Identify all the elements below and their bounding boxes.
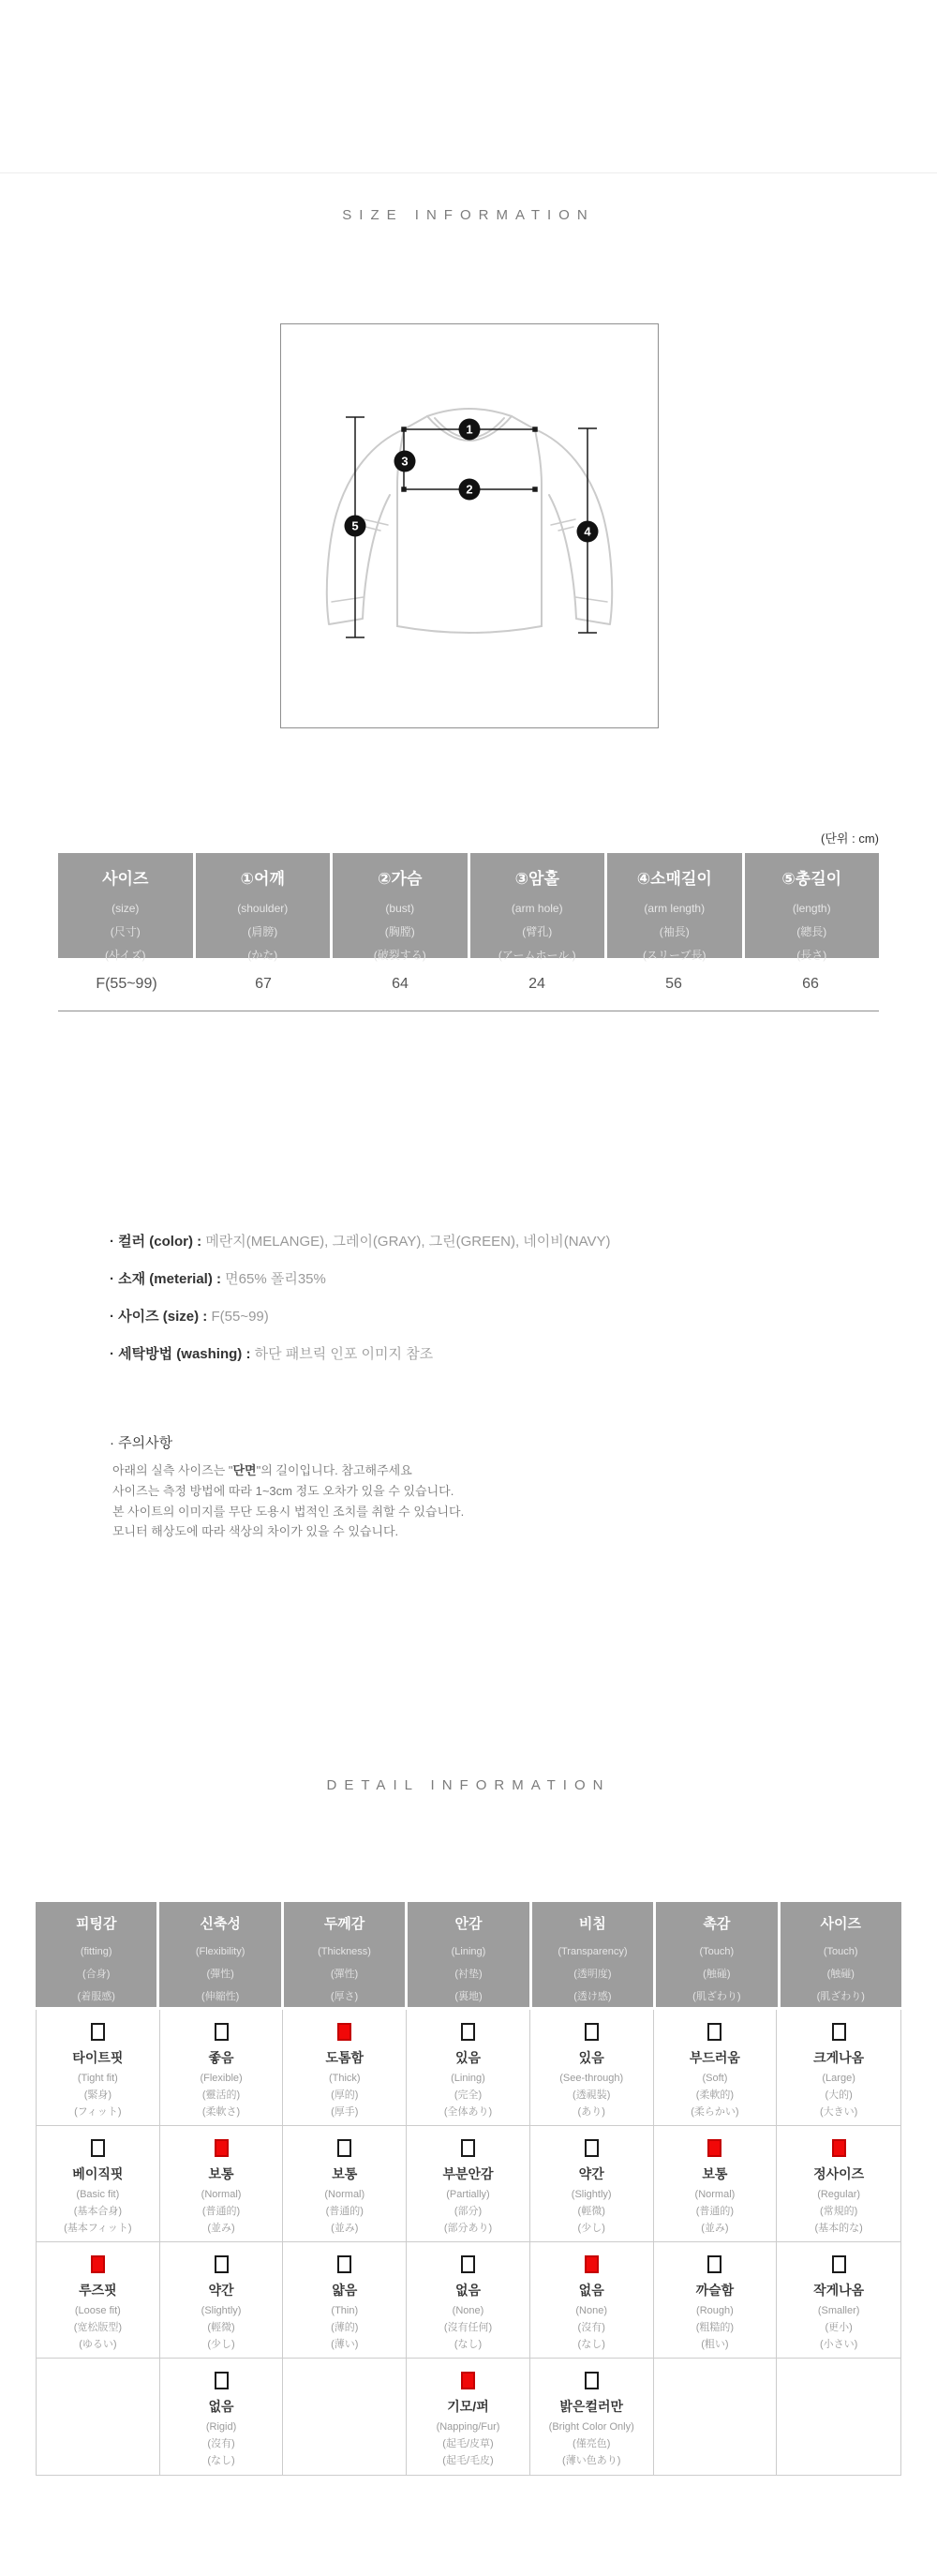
size-header-ko: ②가슴	[378, 870, 423, 888]
checkbox-icon	[215, 2255, 229, 2273]
size-header-ja: (長さ)	[796, 949, 827, 962]
checkbox-icon	[215, 2372, 229, 2389]
detail-option-ja: (基本フィット)	[64, 2223, 132, 2234]
detail-header-ja: (伸縮性)	[201, 1991, 240, 2002]
detail-option-en: (Normal)	[694, 2189, 736, 2200]
detail-cell-r4-c5	[530, 2359, 654, 2475]
detail-cell-r1-c6	[654, 2010, 778, 2126]
detail-option-ko: 있음	[454, 2050, 482, 2065]
detail-header-col-2	[159, 1902, 280, 2007]
detail-option-ko: 약간	[578, 2166, 604, 2181]
detail-option-ko: 루즈핏	[79, 2283, 117, 2298]
detail-option-en: (None)	[575, 2305, 608, 2316]
detail-cell-r2-c6	[654, 2126, 778, 2242]
size-header-zh: (胸膛)	[384, 925, 415, 938]
detail-cell-r3-c4	[407, 2242, 530, 2359]
detail-option-zh: (厚的)	[331, 2089, 359, 2101]
detail-header-ja: (裏地)	[454, 1991, 483, 2002]
detail-header-en: (Lining)	[451, 1946, 486, 1957]
detail-cell-r3-c3	[283, 2242, 407, 2359]
notice-line-1-bold: 단면	[232, 1463, 257, 1477]
detail-header-ko: 두께감	[323, 1916, 365, 1932]
checkbox-checked-icon	[585, 2255, 599, 2273]
checkbox-icon	[832, 2255, 846, 2273]
checkbox-icon	[461, 2255, 475, 2273]
detail-cell-r4-c2	[160, 2359, 284, 2475]
checkbox-icon	[832, 2023, 846, 2041]
detail-option-en: (Tight fit)	[77, 2073, 118, 2084]
detail-option-ko: 기모/퍼	[447, 2399, 489, 2414]
detail-cell-r4-c1	[37, 2359, 160, 2475]
detail-option-zh: (緊身)	[83, 2089, 112, 2101]
product-info-list	[110, 1231, 611, 1381]
detail-option-en: (Thick)	[328, 2073, 361, 2084]
detail-cell-r2-c7	[777, 2126, 900, 2242]
notice-line-4: 모니터 해상도에 따라 색상의 차이가 있을 수 있습니다.	[112, 1524, 399, 1538]
detail-header-col-7	[781, 1902, 901, 2007]
detail-option-zh: (沒有)	[207, 2438, 235, 2449]
size-table	[58, 853, 879, 1011]
detail-option-en: (Loose fit)	[74, 2305, 121, 2316]
detail-option-ja: (薄い)	[331, 2339, 359, 2350]
detail-option-zh: (沒有)	[577, 2322, 605, 2333]
detail-table-body	[36, 2010, 901, 2476]
detail-cell-r4-c3	[283, 2359, 407, 2475]
detail-option-zh: (完全)	[454, 2089, 483, 2101]
detail-option-zh: (柔軟的)	[695, 2089, 735, 2101]
detail-cell-r2-c5	[530, 2126, 654, 2242]
info-item-2	[110, 1268, 611, 1306]
detail-header-ja: (着服感)	[77, 1991, 115, 2002]
detail-option-en: (Normal)	[324, 2189, 365, 2200]
detail-option-zh: (大的)	[825, 2089, 853, 2101]
detail-option-ko: 부드러움	[689, 2050, 740, 2065]
detail-option-zh: (透視裝)	[573, 2089, 611, 2101]
detail-option-ko: 얇음	[332, 2283, 358, 2298]
detail-cell-r3-c6	[654, 2242, 778, 2359]
size-header-zh: (臂孔)	[522, 925, 553, 938]
detail-cell-r3-c5	[530, 2242, 654, 2359]
size-information-title: SIZE INFORMATION	[342, 207, 595, 223]
detail-option-ko: 약간	[208, 2283, 234, 2298]
detail-table-header	[36, 1902, 901, 2007]
info-label: · 컬러 (color) :	[110, 1234, 202, 1250]
detail-cell-r1-c7	[777, 2010, 900, 2126]
detail-header-col-3	[284, 1902, 405, 2007]
detail-cell-r3-c2	[160, 2242, 284, 2359]
detail-option-zh: (普通的)	[695, 2206, 735, 2217]
size-header-col-6	[745, 853, 880, 962]
detail-option-ja: (並み)	[207, 2223, 235, 2234]
notice-line-1	[112, 1460, 412, 1478]
detail-cell-r2-c1	[37, 2126, 160, 2242]
size-header-ko: ③암홀	[514, 870, 559, 888]
detail-option-ja: (柔軟さ)	[201, 2106, 241, 2118]
detail-header-ko: 안감	[454, 1916, 483, 1932]
detail-header-en: (Touch)	[823, 1946, 858, 1957]
size-table-header	[58, 853, 879, 962]
size-value-4: 24	[528, 976, 545, 992]
detail-option-zh: (粗糙的)	[695, 2322, 735, 2333]
checkbox-icon	[585, 2139, 599, 2157]
checkbox-checked-icon	[337, 2023, 351, 2041]
detail-option-ko: 작게나옴	[813, 2283, 865, 2298]
detail-option-en: (Slightly)	[571, 2189, 612, 2200]
size-header-en: (arm hole)	[511, 902, 563, 915]
detail-header-ja: (肌ざわり)	[692, 1991, 741, 2002]
detail-option-ko: 좋음	[208, 2050, 234, 2065]
checkbox-icon	[215, 2023, 229, 2041]
detail-option-zh: (靈活的)	[201, 2089, 241, 2101]
detail-option-ko: 보통	[702, 2166, 728, 2181]
size-header-ko: ④소매길이	[636, 870, 712, 888]
detail-option-ko: 보통	[332, 2166, 358, 2181]
size-header-ja: (アームホール.)	[498, 949, 576, 962]
size-value-5: 56	[665, 976, 682, 992]
detail-option-ko: 부분안감	[442, 2166, 494, 2181]
detail-header-ko: 촉감	[703, 1916, 731, 1932]
detail-option-ja: (柔らかい)	[691, 2106, 739, 2118]
detail-option-ja: (フィット)	[74, 2106, 122, 2118]
detail-option-ja: (少し)	[577, 2223, 605, 2234]
checkbox-icon	[585, 2372, 599, 2389]
detail-cell-r1-c5	[530, 2010, 654, 2126]
size-header-zh: (袖長)	[659, 925, 690, 938]
detail-option-en: (Soft)	[702, 2073, 728, 2084]
detail-option-en: (Flexible)	[200, 2073, 243, 2084]
detail-option-ko: 보통	[208, 2166, 234, 2181]
detail-cell-r2-c3	[283, 2126, 407, 2242]
detail-header-col-1	[36, 1902, 156, 2007]
detail-option-zh: (僅亮色)	[573, 2438, 611, 2449]
detail-header-ja: (肌ざわり)	[816, 1991, 865, 2002]
detail-cell-r1-c1	[37, 2010, 160, 2126]
detail-option-zh: (更小)	[825, 2322, 853, 2333]
detail-option-en: (Slightly)	[201, 2305, 242, 2316]
detail-option-zh: (輕微)	[207, 2322, 235, 2333]
detail-option-ko: 베이직핏	[72, 2166, 124, 2181]
detail-option-ko: 정사이즈	[813, 2166, 865, 2181]
info-value: F(55~99)	[211, 1309, 269, 1325]
detail-cell-r1-c4	[407, 2010, 530, 2126]
checkbox-checked-icon	[707, 2139, 721, 2157]
detail-option-ja: (部分あり)	[443, 2223, 493, 2234]
marker-2-badge: 2	[466, 482, 473, 497]
detail-header-en: (Flexibility)	[195, 1946, 245, 1957]
detail-cell-r2-c2	[160, 2126, 284, 2242]
size-header-ja: (かた)	[247, 949, 278, 962]
size-header-ja: (破裂する)	[373, 949, 426, 962]
size-header-ja: (スリーブ長)	[643, 949, 706, 962]
info-value: 면65% 폴리35%	[225, 1271, 326, 1287]
detail-option-zh: (普通的)	[325, 2206, 364, 2217]
detail-header-en: (Touch)	[699, 1946, 735, 1957]
detail-cell-r3-c7	[777, 2242, 900, 2359]
detail-header-zh: (衬垫)	[454, 1969, 483, 1980]
checkbox-icon	[707, 2255, 721, 2273]
size-header-en: (arm length)	[644, 902, 706, 915]
detail-option-zh: (起毛/皮草)	[442, 2438, 494, 2449]
size-header-en: (length)	[792, 902, 831, 915]
detail-option-ja: (並み)	[701, 2223, 729, 2234]
detail-header-col-5	[532, 1902, 653, 2007]
detail-cell-r3-c1	[37, 2242, 160, 2359]
detail-option-ko: 도톰함	[325, 2050, 364, 2065]
detail-option-zh: (宽松版型)	[73, 2322, 123, 2333]
detail-option-en: (Partially)	[446, 2189, 490, 2200]
detail-option-en: (Basic fit)	[76, 2189, 120, 2200]
detail-header-zh: (彈性)	[330, 1969, 359, 1980]
checkbox-checked-icon	[461, 2372, 475, 2389]
detail-option-ja: (少し)	[207, 2339, 235, 2350]
size-header-ja: (사イズ)	[105, 949, 146, 962]
detail-option-en: (Normal)	[201, 2189, 242, 2200]
checkbox-checked-icon	[215, 2139, 229, 2157]
info-label: · 세탁방법 (washing) :	[110, 1346, 251, 1362]
detail-header-col-4	[408, 1902, 528, 2007]
unit-label: (단위 : cm)	[821, 831, 879, 846]
detail-option-ko: 까슬함	[695, 2283, 735, 2298]
shirt-diagram-svg	[281, 324, 658, 727]
size-header-col-1	[58, 853, 193, 962]
size-value-2: 67	[255, 976, 272, 992]
marker-4-badge: 4	[584, 524, 591, 539]
detail-option-ko: 밝은컬러만	[559, 2399, 624, 2414]
detail-option-zh: (普通的)	[201, 2206, 241, 2217]
shirt-outline	[327, 409, 612, 633]
size-header-en: (bust)	[385, 902, 415, 915]
detail-option-ko: 타이트핏	[72, 2050, 124, 2065]
marker-1-badge: 1	[466, 422, 473, 437]
top-divider	[0, 172, 937, 173]
detail-option-zh: (薄的)	[331, 2322, 359, 2333]
checkbox-icon	[91, 2023, 105, 2041]
shirt-measurement-diagram	[280, 323, 659, 728]
checkbox-icon	[585, 2023, 599, 2041]
size-value-6: 66	[802, 976, 819, 992]
info-item-4	[110, 1343, 611, 1381]
detail-option-zh: (基本合身)	[73, 2206, 123, 2217]
detail-option-en: (Napping/Fur)	[436, 2421, 500, 2433]
detail-header-ko: 신축성	[200, 1916, 241, 1932]
notice-lines	[112, 1481, 464, 1542]
detail-option-ja: (起毛/毛皮)	[442, 2455, 494, 2466]
detail-option-ja: (あり)	[577, 2106, 605, 2118]
detail-cell-r2-c4	[407, 2126, 530, 2242]
detail-option-ko: 없음	[454, 2283, 482, 2298]
detail-option-en: (See-through)	[559, 2073, 624, 2084]
detail-option-zh: (沒有任何)	[443, 2322, 493, 2333]
detail-header-ja: (厚さ)	[330, 1991, 359, 2002]
detail-option-ja: (大きい)	[819, 2106, 858, 2118]
detail-header-col-6	[656, 1902, 777, 2007]
size-value-1: F(55~99)	[96, 976, 157, 992]
detail-header-zh: (触碰)	[826, 1969, 855, 1980]
detail-cell-r1-c3	[283, 2010, 407, 2126]
detail-option-zh: (輕微)	[577, 2206, 605, 2217]
checkbox-icon	[91, 2139, 105, 2157]
detail-header-ko: 비침	[578, 1916, 606, 1932]
size-header-col-4	[470, 853, 605, 962]
checkbox-icon	[461, 2139, 475, 2157]
size-header-zh: (總長)	[796, 925, 827, 938]
detail-option-en: (Regular)	[817, 2189, 861, 2200]
detail-header-ko: 피팅감	[75, 1916, 117, 1932]
detail-option-en: (Bright Color Only)	[548, 2421, 634, 2433]
size-header-col-3	[333, 853, 468, 962]
notice-line-2: 사이즈는 측정 방법에 따라 1~3cm 정도 오차가 있을 수 있습니다.	[112, 1484, 454, 1498]
detail-option-en: (Rough)	[696, 2305, 734, 2316]
size-header-en: (size)	[112, 902, 140, 915]
notice-line-1-post: "의 길이입니다. 참고해주세요	[256, 1463, 412, 1477]
info-value: 하단 패브릭 인포 이미지 참조	[254, 1346, 434, 1362]
info-item-1	[110, 1231, 611, 1268]
detail-option-ko: 없음	[208, 2399, 234, 2414]
marker-5-badge: 5	[351, 518, 359, 533]
notice-line-3: 본 사이트의 이미지를 무단 도용시 법적인 조치를 취할 수 있습니다.	[112, 1504, 465, 1519]
measurement-lines	[346, 417, 597, 637]
detail-header-zh: (透明度)	[573, 1969, 612, 1980]
detail-header-en: (Transparency)	[558, 1946, 628, 1957]
detail-option-zh: (部分)	[454, 2206, 483, 2217]
detail-option-en: (None)	[452, 2305, 484, 2316]
marker-3-badge: 3	[401, 454, 409, 469]
detail-option-ko: 없음	[578, 2283, 604, 2298]
detail-option-ja: (厚手)	[331, 2106, 359, 2118]
detail-cell-r1-c2	[160, 2010, 284, 2126]
size-header-ko: ①어깨	[240, 870, 285, 888]
checkbox-icon	[707, 2023, 721, 2041]
detail-option-ja: (なし)	[207, 2455, 235, 2466]
checkbox-checked-icon	[91, 2255, 105, 2273]
detail-header-zh: (触碰)	[703, 1969, 731, 1980]
detail-option-ja: (ゆるい)	[79, 2339, 117, 2350]
checkbox-icon	[337, 2255, 351, 2273]
checkbox-icon	[337, 2139, 351, 2157]
detail-cell-r4-c4	[407, 2359, 530, 2475]
detail-option-ja: (なし)	[454, 2339, 483, 2350]
size-header-zh: (肩膀)	[247, 925, 278, 938]
detail-header-en: (Thickness)	[318, 1946, 371, 1957]
size-header-col-2	[196, 853, 331, 962]
info-item-3	[110, 1306, 611, 1343]
info-value: 메란지(MELANGE), 그레이(GRAY), 그린(GREEN), 네이비(NAVY)	[205, 1234, 611, 1250]
size-header-en: (shoulder)	[237, 902, 289, 915]
info-label: · 사이즈 (size) :	[110, 1309, 208, 1325]
checkbox-checked-icon	[832, 2139, 846, 2157]
detail-header-en: (fitting)	[80, 1946, 112, 1957]
detail-option-ko: 크게나옴	[813, 2050, 865, 2065]
size-header-ko: ⑤총길이	[781, 870, 842, 888]
info-label: · 소재 (meterial) :	[110, 1271, 221, 1287]
size-header-zh: (尺寸)	[110, 925, 141, 938]
detail-header-zh: (合身)	[82, 1969, 111, 1980]
size-header-col-5	[607, 853, 742, 962]
detail-option-ja: (薄い色あり)	[562, 2455, 621, 2466]
detail-option-ja: (小さい)	[819, 2339, 858, 2350]
detail-option-en: (Smaller)	[817, 2305, 860, 2316]
detail-option-zh: (常規的)	[819, 2206, 858, 2217]
detail-option-ja: (なし)	[577, 2339, 605, 2350]
detail-option-en: (Lining)	[451, 2073, 485, 2084]
detail-option-en: (Rigid)	[205, 2421, 237, 2433]
checkbox-icon	[461, 2023, 475, 2041]
detail-option-en: (Thin)	[331, 2305, 359, 2316]
detail-cell-r4-c6	[654, 2359, 778, 2475]
detail-header-ko: 사이즈	[820, 1916, 861, 1932]
detail-header-zh: (彈性)	[206, 1969, 234, 1980]
detail-table	[36, 1902, 901, 2476]
detail-option-ja: (基本的な)	[814, 2223, 863, 2234]
detail-cell-r4-c7	[777, 2359, 900, 2475]
detail-option-en: (Large)	[822, 2073, 855, 2084]
detail-option-ja: (粗い)	[701, 2339, 729, 2350]
size-header-ko: 사이즈	[102, 870, 149, 888]
detail-information-title: DETAIL INFORMATION	[326, 1777, 611, 1793]
notice-heading: · 주의사항	[110, 1435, 173, 1451]
detail-header-ja: (透け感)	[573, 1991, 612, 2002]
size-value-3: 64	[392, 976, 409, 992]
notice-line-1-pre: 아래의 실측 사이즈는 "	[112, 1463, 233, 1477]
detail-option-ko: 있음	[578, 2050, 604, 2065]
detail-option-ja: (全体あり)	[443, 2106, 493, 2118]
detail-option-ja: (並み)	[331, 2223, 359, 2234]
